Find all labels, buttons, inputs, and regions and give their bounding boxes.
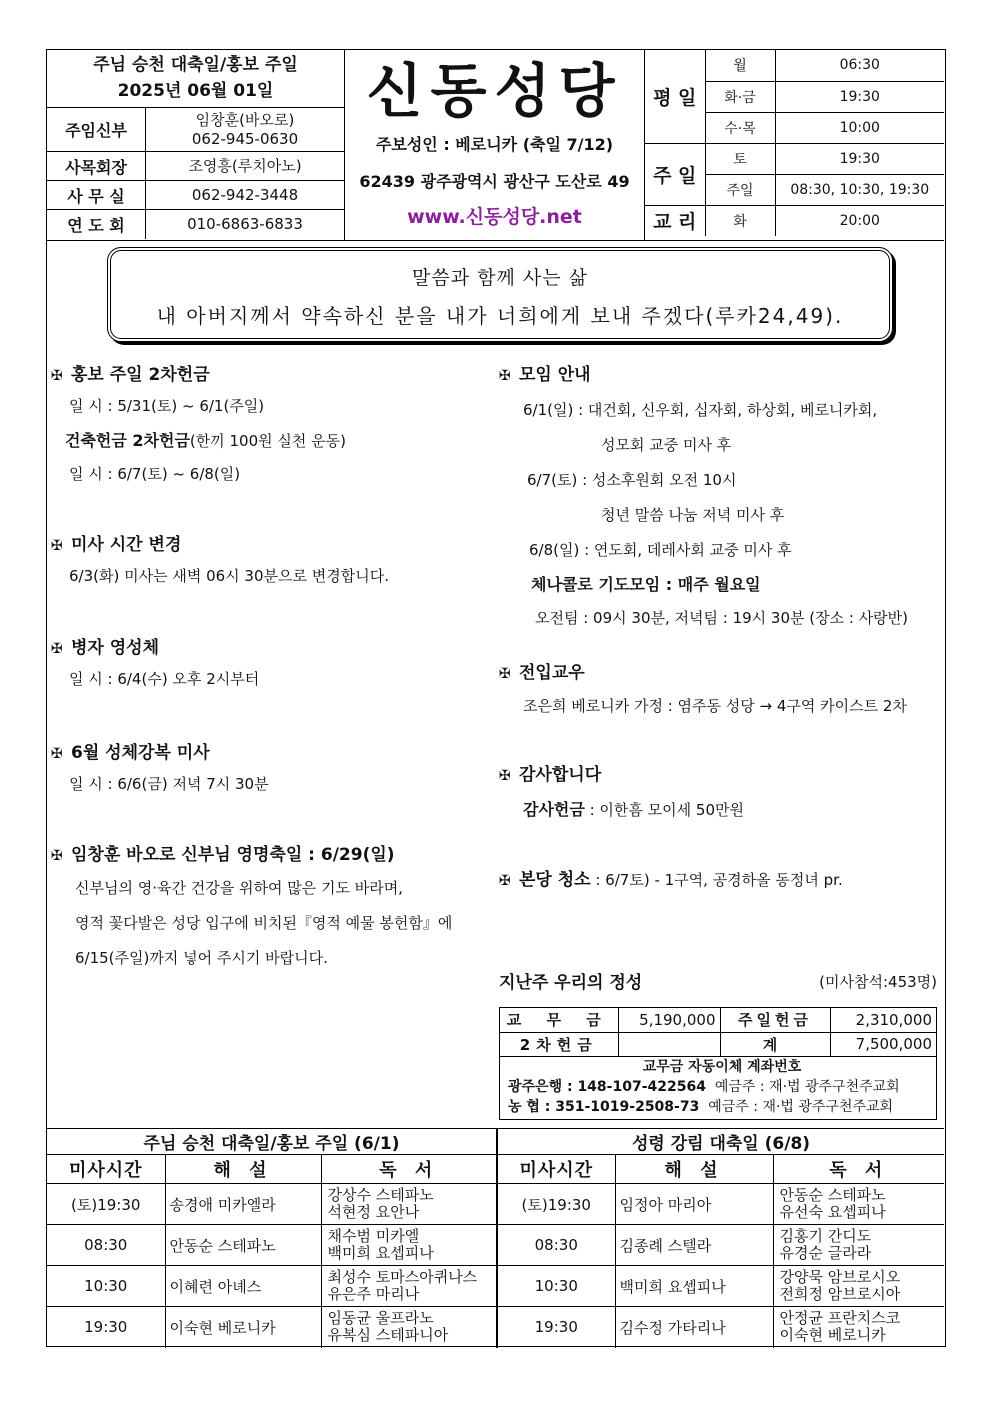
banner-title: 말씀과 함께 사는 삶	[412, 267, 588, 289]
office-label: 사 무 실	[47, 181, 146, 209]
column-header: 미사시간	[47, 1155, 165, 1184]
mass-time: (토)19:30	[497, 1184, 615, 1225]
reader: 유은주 마리나	[327, 1285, 420, 1303]
reader: 강양묵 암브로시오	[779, 1268, 901, 1286]
readers	[773, 1307, 944, 1348]
notice-line: 6/1(일) : 대건회, 신우회, 십자회, 하상회, 베로니카회,	[523, 401, 878, 419]
notice-heading: 모임 안내	[519, 365, 591, 385]
council-label: 사목회장	[47, 152, 146, 180]
cross-icon: ✠	[51, 641, 63, 657]
commentator: 이숙현 베로니카	[165, 1307, 321, 1348]
mass-time: 19:30	[497, 1307, 615, 1348]
notice-line: 성모회 교중 미사 후	[601, 436, 732, 454]
pastor-label: 주임신부	[47, 108, 146, 151]
church-name: 신동성당	[366, 57, 623, 125]
patron-saint: 주보성인 : 베로니카 (축일 7/12)	[375, 135, 614, 154]
reader: 전희정 암브로시아	[779, 1285, 901, 1303]
mass-time: (토)19:30	[47, 1184, 165, 1225]
feast-date: 2025년 06월 01일	[117, 81, 274, 101]
notice-heading: 홍보 주일 2차헌금	[71, 365, 210, 385]
notice-heading: 병자 영성체	[71, 638, 160, 658]
office-phone: 062-942-3448	[191, 185, 299, 204]
table-row	[47, 1307, 944, 1348]
prayer-row	[47, 210, 344, 239]
cross-icon: ✠	[51, 848, 63, 864]
header	[47, 50, 944, 241]
schedule-time: 08:30, 10:30, 19:30	[775, 174, 944, 205]
bank-account: 농 협 : 351-1019-2508-73	[508, 1098, 700, 1115]
commentator: 김종례 스텔라	[615, 1225, 773, 1266]
notice-subheading: 감사헌금	[523, 800, 585, 819]
table-row	[47, 1184, 944, 1225]
column-header: 해 설	[615, 1155, 773, 1184]
notice-benediction-mass	[51, 738, 269, 794]
notice-line: (한끼 100원 실천 운동)	[189, 432, 346, 450]
column-header: 독 서	[773, 1155, 944, 1184]
reader: 유복심 스테파니아	[327, 1326, 449, 1345]
cross-icon: ✠	[499, 873, 511, 889]
notice-line: 신부님의 영·육간 건강을 위하여 많은 기도 바라며,	[75, 879, 403, 897]
commentator: 이혜련 아녜스	[165, 1266, 321, 1307]
cross-icon: ✠	[51, 368, 63, 384]
account-holder: 예금주 : 재·법 광주구천주교회	[708, 1098, 894, 1115]
schedule-time: 06:30	[775, 50, 944, 81]
notice-line: 일 시 : 5/31(토) ~ 6/1(주일)	[69, 397, 265, 415]
column-header: 독 서	[321, 1155, 497, 1184]
council-name: 조영흥(루치아노)	[188, 156, 302, 175]
readers	[321, 1225, 497, 1266]
prayer-label: 연 도 회	[47, 210, 146, 239]
schedule-time: 19:30	[775, 143, 944, 174]
reader: 유선숙 요셉피나	[779, 1203, 886, 1221]
cross-icon: ✠	[51, 538, 63, 554]
cross-icon: ✠	[499, 768, 511, 784]
offering-amount: 7,500,000	[830, 1032, 936, 1056]
readers	[773, 1225, 944, 1266]
liturgy-roster	[47, 1128, 944, 1348]
column-header: 미사시간	[497, 1155, 615, 1184]
offering-amount: 5,190,000	[618, 1008, 720, 1032]
notice-line: 6/7(토) : 성소후원회 오전 10시	[527, 471, 737, 489]
notice-new-parishioners	[499, 658, 907, 716]
office-row	[47, 181, 344, 210]
mass-time: 10:30	[497, 1266, 615, 1307]
sunday-label: 주 일	[645, 143, 705, 205]
mass-attendance: (미사참석:453명)	[819, 973, 937, 991]
notice-heading: 전입교우	[519, 663, 585, 683]
mass-time: 19:30	[47, 1307, 165, 1348]
notice-meetings	[499, 360, 908, 628]
info-panel	[47, 50, 345, 241]
notice-line: 6/8(일) : 연도회, 데레사회 교중 미사 후	[529, 541, 792, 559]
notice-sick-communion	[51, 633, 259, 689]
notice-heading: 6월 성체강복 미사	[71, 743, 210, 763]
column-header: 해 설	[165, 1155, 321, 1184]
schedule-day: 화	[705, 205, 775, 236]
reader: 안동순 스테파노	[779, 1186, 886, 1204]
notice-line: 청년 말씀 나눔 저녁 미사 후	[601, 506, 785, 524]
notice-thanks	[499, 760, 744, 820]
offering-amount	[618, 1032, 720, 1056]
notice-line: 6/3(화) 미사는 새벽 06시 30분으로 변경합니다.	[69, 567, 389, 585]
feast-title	[47, 50, 344, 108]
mass-time: 10:30	[47, 1266, 165, 1307]
readers	[321, 1184, 497, 1225]
notice-mass-time-change	[51, 530, 389, 586]
reader: 채수범 미카엘	[327, 1227, 420, 1245]
notice-line: 조은희 베로니카 가정 : 염주동 성당 → 4구역 카이스트 2차	[523, 697, 907, 715]
pastor-phone: 062-945-0630	[191, 129, 299, 148]
pastor-info	[146, 108, 344, 151]
offering-amount: 2,310,000	[830, 1008, 936, 1032]
feast-name: 주님 승천 대축일/홍보 주일	[93, 55, 298, 75]
scripture-banner	[107, 247, 893, 342]
notice-line: 일 시 : 6/6(금) 저녁 7시 30분	[69, 775, 269, 793]
notice-cleaning	[499, 865, 843, 890]
cross-icon: ✠	[499, 666, 511, 682]
notice-line: 일 시 : 6/4(수) 오후 2시부터	[69, 670, 260, 688]
offering-title: 지난주 우리의 정성	[499, 973, 643, 993]
notice-heading: 본당 청소	[519, 870, 591, 890]
notice-heading: 임창훈 바오로 신부님 영명축일 : 6/29(일)	[71, 845, 395, 865]
schedule-day: 화·금	[705, 81, 775, 112]
schedule-day: 수·목	[705, 112, 775, 143]
commentator: 김수정 가타리나	[615, 1307, 773, 1348]
website-link[interactable]: www.신동성당.net	[407, 206, 582, 228]
pastor-row	[47, 108, 344, 152]
offering-table	[500, 1008, 936, 1057]
commentator: 백미희 요셉피나	[615, 1266, 773, 1307]
reader: 임동균 울프라노	[327, 1309, 434, 1328]
notice-line: 영적 꽃다발은 성당 입구에 비치된『영적 예물 봉헌함』에	[75, 914, 453, 932]
notice-line: 일 시 : 6/7(토) ~ 6/8(일)	[69, 465, 241, 483]
offering-label: 교 무 금	[500, 1008, 618, 1032]
readers	[321, 1307, 497, 1348]
commentator: 임정아 마리아	[615, 1184, 773, 1225]
notice-subheading: 건축헌금 2차헌금	[65, 431, 190, 450]
mass-schedule	[645, 50, 944, 241]
reader: 김홍기 간디도	[779, 1227, 872, 1245]
cross-icon: ✠	[51, 746, 63, 762]
commentator: 안동순 스테파노	[165, 1225, 321, 1266]
readers	[321, 1266, 497, 1307]
roster-title: 성령 강림 대축일 (6/8)	[497, 1129, 944, 1155]
notice-heading: 미사 시간 변경	[71, 535, 182, 555]
schedule-day: 주일	[705, 174, 775, 205]
bank-accounts	[500, 1057, 936, 1117]
cross-icon: ✠	[499, 368, 511, 384]
church-title-panel	[345, 50, 645, 241]
reader: 안정균 프란치스코	[779, 1309, 901, 1328]
notice-feast-day	[51, 840, 452, 968]
notice-line: : 6/7토) - 1구역, 공경하올 동정녀 pr.	[590, 871, 843, 889]
table-row	[47, 1266, 944, 1307]
schedule-day: 월	[705, 50, 775, 81]
notice-heading: 감사합니다	[519, 765, 602, 785]
schedule-day: 토	[705, 143, 775, 174]
notice-line: 오전팀 : 09시 30분, 저녁팀 : 19시 30분 (장소 : 사랑반)	[535, 609, 909, 627]
bank-account: 광주은행 : 148-107-422564	[508, 1078, 706, 1095]
notice-line: : 이한흠 모이세 50만원	[584, 801, 744, 819]
council-row	[47, 152, 344, 181]
church-address: 62439 광주광역시 광산구 도산로 49	[359, 172, 630, 191]
mass-time: 08:30	[47, 1225, 165, 1266]
reader: 최성수 토마스아퀴나스	[327, 1268, 478, 1286]
roster-title: 주님 승천 대축일/홍보 주일 (6/1)	[47, 1129, 497, 1155]
weekday-label: 평 일	[645, 50, 705, 143]
notice-second-collection	[51, 360, 346, 484]
reader: 백미희 요셉피나	[327, 1244, 434, 1262]
notice-subheading: 체나콜로 기도모임 : 매주 월요일	[531, 575, 761, 594]
offering-label: 2차헌금	[500, 1032, 618, 1056]
banner-verse: 내 아버지께서 약속하신 분을 내가 너희에게 보내 주겠다(루카24,49).	[156, 304, 844, 328]
catechism-label: 교 리	[645, 205, 705, 236]
accounts-title: 교무금 자동이체 계좌번호	[642, 1058, 802, 1075]
commentator: 송경애 미카엘라	[165, 1184, 321, 1225]
offering-box	[499, 1007, 937, 1120]
schedule-time: 19:30	[775, 81, 944, 112]
notice-line: 6/15(주일)까지 넣어 주시기 바랍니다.	[75, 949, 328, 967]
bulletin-page	[46, 49, 946, 1347]
mass-time: 08:30	[497, 1225, 615, 1266]
readers	[773, 1266, 944, 1307]
prayer-phone: 010-6863-6833	[187, 215, 303, 233]
pastor-name: 임창훈(바오로)	[195, 110, 295, 129]
readers	[773, 1184, 944, 1225]
schedule-time: 10:00	[775, 112, 944, 143]
offering-label: 주일헌금	[720, 1008, 830, 1032]
table-row	[47, 1225, 944, 1266]
reader: 석현정 요안나	[327, 1203, 420, 1221]
account-holder: 예금주 : 재·법 광주구천주교회	[714, 1078, 900, 1095]
schedule-time: 20:00	[775, 205, 944, 236]
reader: 이숙현 베로니카	[779, 1326, 886, 1345]
reader: 유경순 글라라	[779, 1244, 872, 1262]
offering-label: 계	[720, 1032, 830, 1056]
reader: 강상수 스테파노	[327, 1186, 434, 1204]
